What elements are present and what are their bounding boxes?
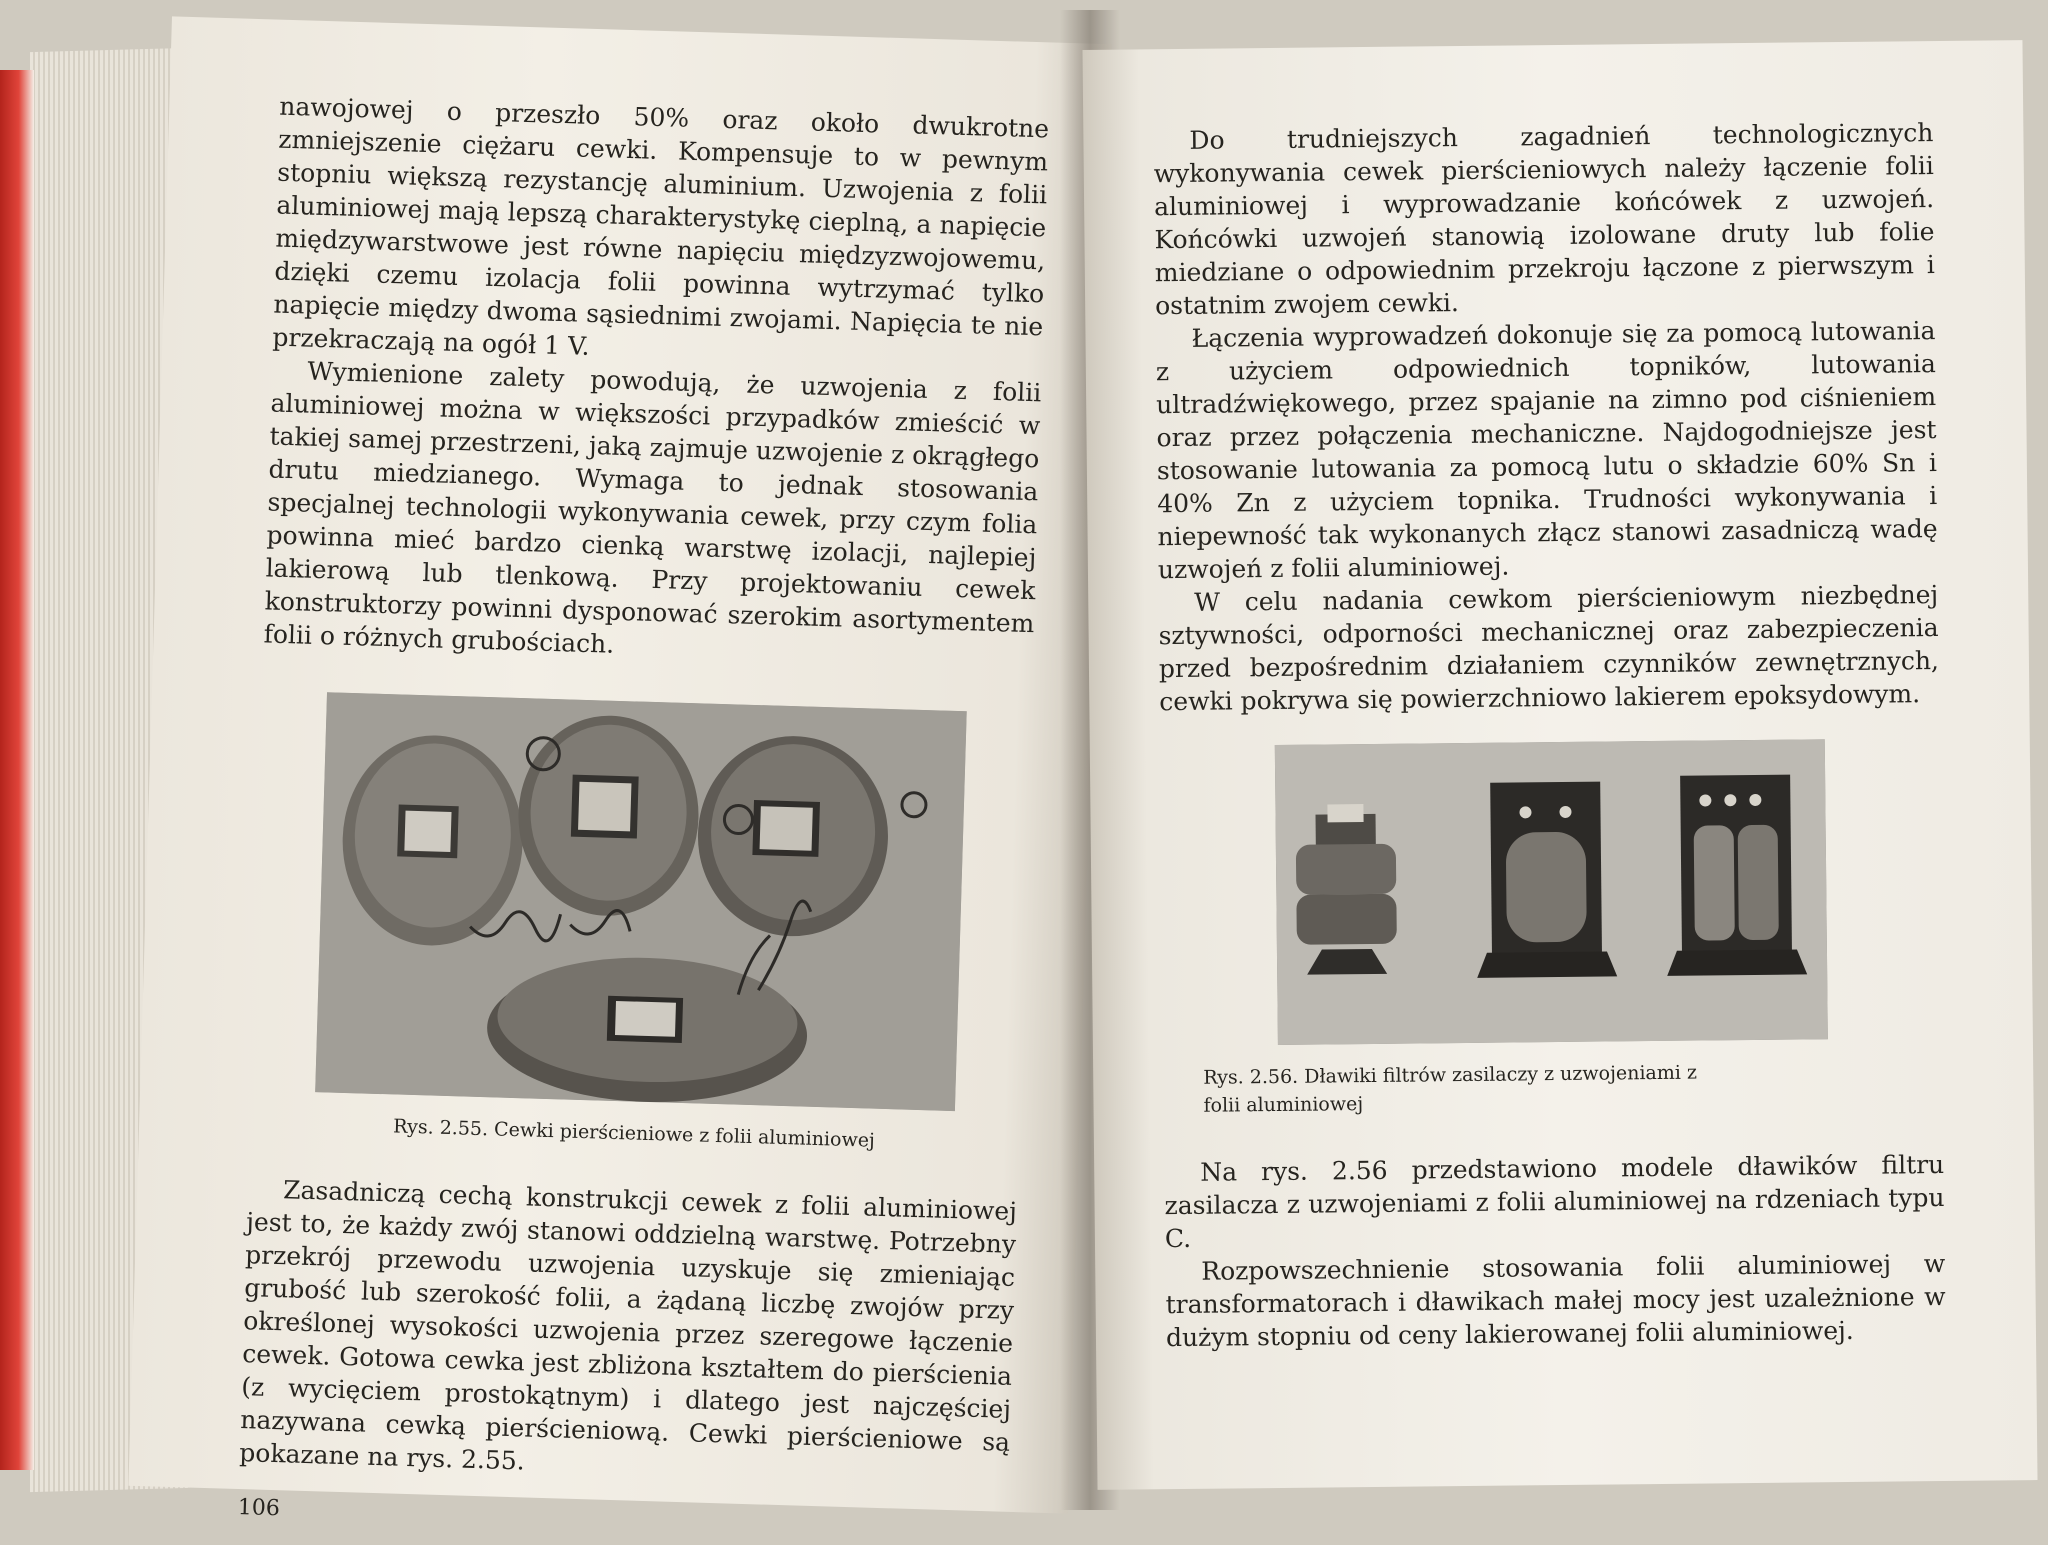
page-number: 106 bbox=[237, 1494, 281, 1522]
paragraph: W celu nadania cewkom pierścieniowym niezbędnej sztywności, odporności mechanicznej oraz zabezpieczenia przed bezpośrednim działaniem czynników zewnętrznych, cewki pokrywa się powierzchniowo lakierem epoksydowym. bbox=[1158, 580, 1940, 717]
paragraph: nawojowej o przeszło 50% oraz około dwukrotne zmniejszenie ciężaru cewki. Kompensuje to w pewnym stopniu większą rezystancję aluminium. Uzwojenia z folii aluminiowej mają lepszą charakterystykę cieplną, a napięcie międzywarstwowe jest równe napięciu międzyzwojowemu, dzięki czemu izolacja folii powinna wytrzymać tylko napięcie między dwoma sąsiednimi zwojami. Napięcia te nie przekraczają na ogół 1 V. bbox=[272, 91, 1050, 361]
paragraph: Rozpowszechnienie stosowania folii aluminiowej w transformatorach i dławikach małej mocy jest uzależnione w dużym stopniu od ceny lakierowanej folii aluminiowej. bbox=[1165, 1248, 1946, 1353]
paragraph: Łączenia wyprowadzeń dokonuje się za pomocą lutowania z użyciem odpowiednich topników, lutowania ultradźwiękowego, przez spajanie na zimno pod ciśnieniem oraz przez połączenia mechaniczne. Najdogodniejsze jest stosowanie lutowania za pomocą lutu o składzie 60% Sn i 40% Zn z użyciem topnika. Trudności wykonywania i niepewność tak wykonanych złącz stanowi zasadniczą wadę uzwojeń z folii aluminiowej. bbox=[1155, 316, 1938, 585]
figure-caption: Rys. 2.56. Dławiki filtrów zasilaczy z uzwojeniami z folii aluminiowej bbox=[1203, 1061, 1698, 1117]
paragraph: Wymienione zalety powodują, że uzwojenia z folii aluminiowej można w większości przypadków zmieścić w takiej samej przestrzeni, jaką zajmuje uzwojenie z okrągłego drutu miedzianego. Wymaga to jednak stosowania specjalnej technologii wykonywania cewek, przy czym folia powinna mieć bardzo cienką warstwę izolacji, najlepiej lakierową lub tlenkową. Przy projektowaniu cewek konstruktorzy powinni dysponować szerokim asortymentem folii o różnych grubościach. bbox=[263, 356, 1042, 659]
paragraph: Na rys. 2.56 przedstawiono modele dławików filtru zasilacza z uzwojeniami z folii aluminiowej na rdzeniach typu C. bbox=[1164, 1149, 1945, 1254]
right-page bbox=[1082, 40, 2037, 1490]
paragraph: Zasadniczą cechą konstrukcji cewek z folii aluminiowej jest to, że każdy zwój stanowi oddzielną warstwę. Potrzebny przekrój przewodu uzwojenia uzyskuje się zmieniając grubość lub szerokość folii, a żądaną liczbę zwojów przy określonej wysokości uzwojenia przez szeregowe łączenie cewek. Gotowa cewka jest zbliżona kształtem do pierścienia (z wycięciem prostokątnym) i dlatego jest najczęściej nazywana cewką pierścieniową. Cewki pierścieniowe są pokazane na rys. 2.55. bbox=[239, 1175, 1018, 1476]
paragraph: Do trudniejszych zagadnień technologicznych wykonywania cewek pierścieniowych należy łączenie folii aluminiowej i wyprowadzanie końcówek z uzwojeń. Końcówki uzwojeń stanowią izolowane druty lub folie miedziane o odpowiednim przekroju łączone z pierwszym i ostatnim zwojem cewki. bbox=[1153, 118, 1935, 321]
filter-chokes-photo bbox=[1275, 739, 1828, 1045]
left-page bbox=[128, 16, 1111, 1522]
figure-caption: Rys. 2.55. Cewki pierścieniowe z folii aluminiowej bbox=[392, 1115, 876, 1152]
red-book-cover bbox=[0, 70, 34, 1470]
ring-coils-photo bbox=[315, 692, 967, 1111]
